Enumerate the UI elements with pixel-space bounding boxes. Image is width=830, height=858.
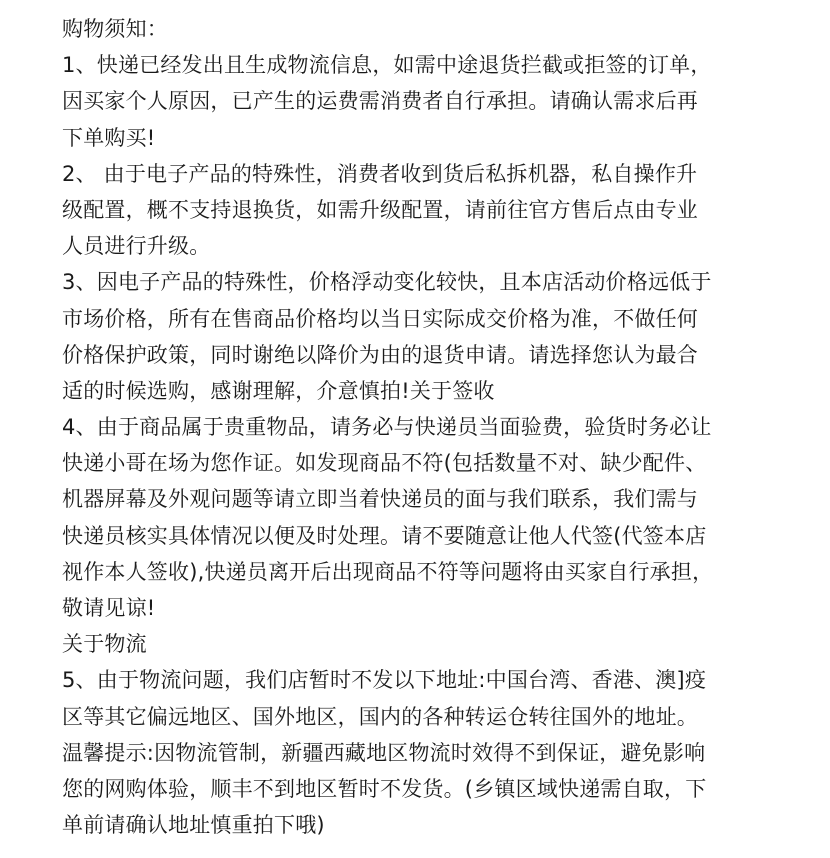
notice-line: 适的时候选购，感谢理解，介意慎拍!关于签收 <box>62 378 495 403</box>
notice-line: 区等其它偏远地区、国外地区，国内的各种转运仓转往国外的地址。 <box>62 704 698 729</box>
notice-line: 快递小哥在场为您作证。如发现商品不符(包括数量不对、缺少配件、 <box>62 451 707 476</box>
notice-line: 价格保护政策，同时谢绝以降价为由的退货申请。请选择您认为最合 <box>62 342 698 367</box>
notice-line: 级配置，概不支持退换货，如需升级配置，请前往官方售后点由专业 <box>62 197 698 222</box>
notice-line: 因买家个人原因，已产生的运费需消费者自行承担。请确认需求后再 <box>62 89 698 114</box>
notice-line: 快递员核实具体情况以便及时处理。请不要随意让他人代签(代签本店 <box>62 523 707 548</box>
notice-line: 1、快递已经发出且生成物流信息，如需中途退货拦截或拒签的订单， <box>62 53 712 78</box>
notice-line: 机器屏幕及外观问题等请立即当着快递员的面与我们联系，我们需与 <box>62 487 698 512</box>
notice-line: 市场价格，所有在售商品价格均以当日实际成交价格为准，不做任何 <box>62 306 698 331</box>
notice-line: 敬请见谅! <box>62 596 156 620</box>
notice-line: 3、因电子产品的特殊性，价格浮动变化较快，且本店活动价格远低于 <box>62 270 712 295</box>
notice-line: 单前请确认地址慎重拍下哦) <box>62 813 325 838</box>
section-heading-logistics: 关于物流 <box>62 632 147 657</box>
notice-line: 4、由于商品属于贵重物品，请务必与快递员当面验费，验货时务必让 <box>62 415 712 440</box>
notice-line: 视作本人签收),快递员离开后出现商品不符等问题将由买家自行承担， <box>62 559 714 584</box>
notice-line: 下单购买! <box>62 125 156 150</box>
notice-line: 人员进行升级。 <box>62 234 211 259</box>
notice-line: 2、 由于电子产品的特殊性，消费者收到货后私拆机器，私自操作升 <box>62 161 698 186</box>
notice-line: 您的网购体验，顺丰不到地区暂时不发货。(乡镇区域快递需自取，下 <box>62 776 707 801</box>
notice-line: 5、由于物流问题，我们店暂时不发以下地址:中国台湾、香港、澳]疫 <box>62 668 707 693</box>
notice-line: 温馨提示:因物流管制，新疆西藏地区物流时效得不到保证，避免影响 <box>62 740 706 765</box>
purchase-notice-text <box>62 11 822 843</box>
notice-heading: 购物须知： <box>62 17 168 41</box>
